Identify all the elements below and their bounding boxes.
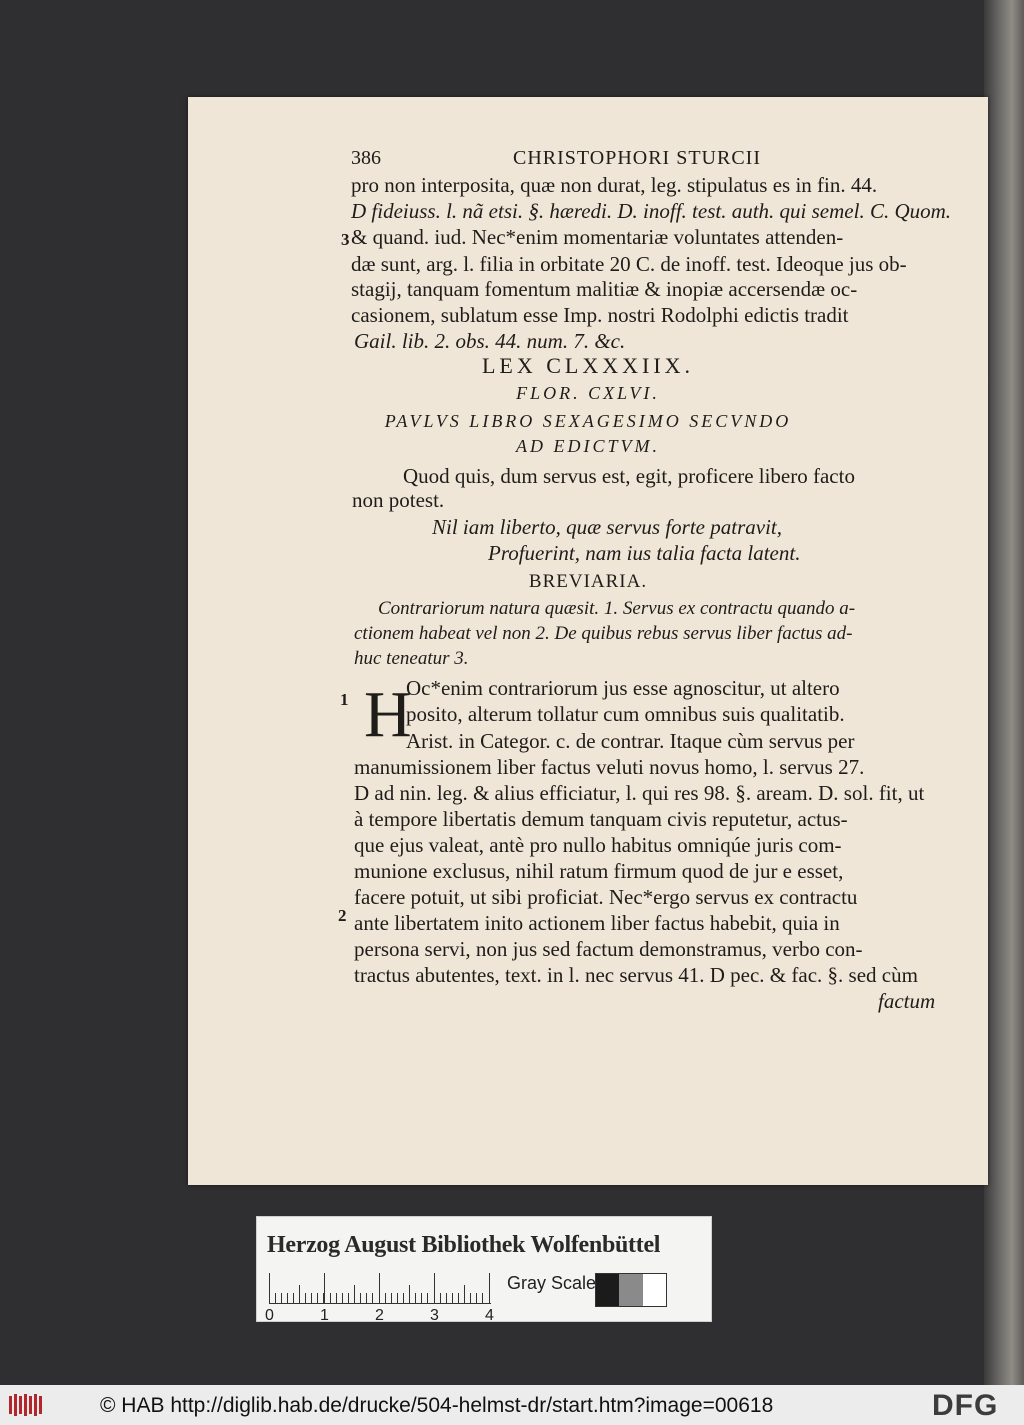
running-head: CHRISTOPHORI STURCII (513, 147, 761, 169)
verse-line: Profuerint, nam ius talia facta latent. (488, 541, 801, 565)
lex-heading: LEX CLXXXIIX. (481, 353, 695, 378)
text-line: ante libertatem inito actionem liber factus habebit, quia in (354, 911, 840, 935)
breviaria-title: BREVIARIA. (528, 571, 648, 592)
breviaria-line: huc teneatur 3. (354, 648, 469, 669)
margin-note: 2 (338, 906, 347, 925)
text-line: Gail. lib. 2. obs. 44. num. 7. &c. (354, 329, 626, 353)
lex-text: Quod quis, dum servus est, egit, proficere libero facto (403, 464, 855, 488)
text-line: posito, alterum tollatur cum omnibus suis qualitatib. (406, 702, 845, 726)
catchword: factum (878, 989, 936, 1013)
text-line: pro non interposita, quæ non durat, leg. stipulatus es in fin. 44. (351, 173, 878, 197)
ruler-number: 4 (485, 1307, 494, 1324)
edictum-heading: AD EDICTVM. (516, 436, 660, 456)
margin-note: 3 (341, 230, 350, 249)
text-line: persona servi, non jus sed factum demonstramus, verbo con- (354, 937, 863, 961)
ruler-number: 1 (320, 1307, 329, 1324)
breviaria-line: ctionem habeat vel non 2. De quibus rebus servus liber factus ad- (354, 623, 853, 644)
ruler (269, 1273, 491, 1304)
library-color-card (256, 1216, 712, 1322)
text-line: stagij, tanquam fomentum malitiæ & inopiæ accersendæ oc- (351, 277, 858, 301)
flor-heading: FLOR. CXLVI. (516, 383, 660, 403)
text-line: Arist. in Categor. c. de contrar. Itaque cùm servus per (406, 729, 855, 753)
book-edge (984, 0, 1024, 1385)
text-line: manumissionem liber factus veluti novus homo, l. servus 27. (354, 755, 865, 779)
gray-swatch-black (596, 1274, 619, 1306)
dfg-logo: DFG (932, 1389, 999, 1422)
book-page (188, 97, 988, 1185)
ruler-number: 2 (375, 1307, 384, 1324)
drop-cap: H (364, 678, 412, 751)
margin-note: 1 (340, 690, 349, 709)
text-line: casionem, sublatum esse Imp. nostri Rodolphi edictis tradit (351, 303, 849, 327)
gray-swatch-white (643, 1274, 666, 1306)
gray-scale-label: Gray Scale (507, 1273, 597, 1293)
library-name: Herzog August Bibliothek Wolfenbüttel (267, 1232, 661, 1258)
paulus-heading: PAVLVS LIBRO SEXAGESIMO SECVNDO (384, 411, 792, 431)
text-line: D fideiuss. l. nã etsi. §. hæredi. D. inoff. test. auth. qui semel. C. Quom. (351, 199, 952, 223)
ruler-number: 0 (265, 1307, 274, 1324)
text-line: & quand. iud. Nec*enim momentariæ voluntates attenden- (351, 225, 844, 249)
lex-text: non potest. (352, 488, 445, 512)
ruler-number: 3 (430, 1307, 439, 1324)
hab-logo-icon (8, 1393, 44, 1417)
text-line: dæ sunt, arg. l. filia in orbitate 20 C. de inoff. test. Ideoque jus ob- (351, 252, 907, 276)
text-line: D ad nin. leg. & alius efficiatur, l. qui res 98. §. aream. D. sol. fit, ut (354, 781, 925, 805)
footer-bar (0, 1385, 1024, 1425)
verse-line: Nil iam liberto, quæ servus forte patravit, (432, 515, 782, 539)
text-line: à tempore libertatis demum tanquam civis reputetur, actus- (354, 807, 848, 831)
text-line: munione exclusus, nihil ratum firmum quod de jur e esset, (354, 859, 844, 883)
breviaria-line: Contrariorum natura quæsit. 1. Servus ex contractu quando a- (378, 598, 856, 619)
copyright-url[interactable]: © HAB http://diglib.hab.de/drucke/504-helmst-dr/start.htm?image=00618 (100, 1394, 774, 1417)
page-number: 386 (351, 147, 381, 169)
text-line: facere potuit, ut sibi proficiat. Nec*ergo servus ex contractu (354, 885, 858, 909)
text-line: Oc*enim contrariorum jus esse agnoscitur, ut altero (406, 676, 840, 700)
gray-scale-swatches (595, 1273, 667, 1307)
text-line: tractus abutentes, text. in l. nec servus 41. D pec. & fac. §. sed cùm (354, 963, 918, 987)
gray-swatch-mid (619, 1274, 642, 1306)
text-line: que ejus valeat, antè pro nullo habitus omniqúe juris com- (354, 833, 842, 857)
